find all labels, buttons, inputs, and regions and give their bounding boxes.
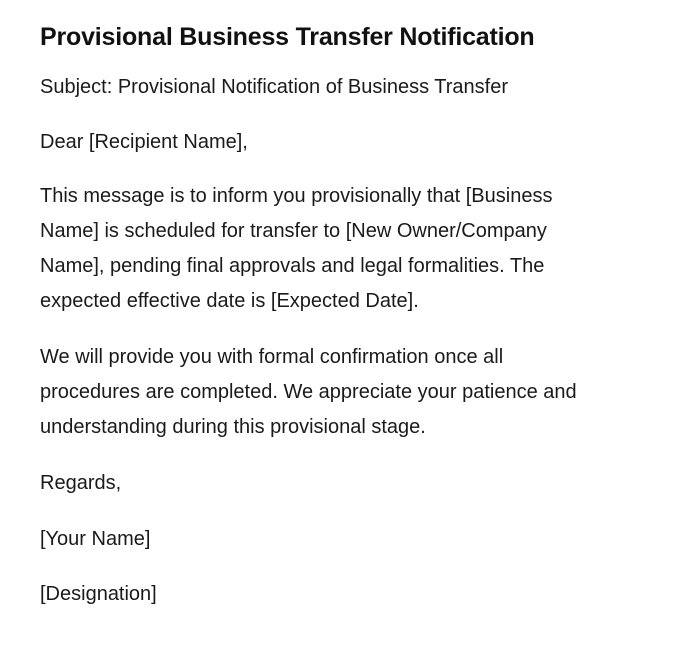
body-paragraph-1 <box>40 179 640 319</box>
document-title: Provisional Business Transfer Notification <box>40 23 535 51</box>
paragraph-line: procedures are completed. We appreciate your patience and <box>40 381 577 403</box>
paragraph-line: We will provide you with formal confirmation once all <box>40 346 504 368</box>
subject-line: Subject: Provisional Notification of Business Transfer <box>40 76 508 98</box>
paragraph-line: This message is to inform you provisionally that [Business <box>40 185 553 207</box>
body-paragraph-2 <box>40 340 640 445</box>
paragraph-line: understanding during this provisional stage. <box>40 416 426 438</box>
salutation: Dear [Recipient Name], <box>40 131 248 153</box>
paragraph-line: Name], pending final approvals and legal formalities. The <box>40 255 545 277</box>
paragraph-line: expected effective date is [Expected Date]. <box>40 290 419 312</box>
signature-designation: [Designation] <box>40 583 157 605</box>
paragraph-line: Name] is scheduled for transfer to [New Owner/Company <box>40 220 547 242</box>
closing: Regards, <box>40 472 122 494</box>
signature-name: [Your Name] <box>40 528 151 550</box>
